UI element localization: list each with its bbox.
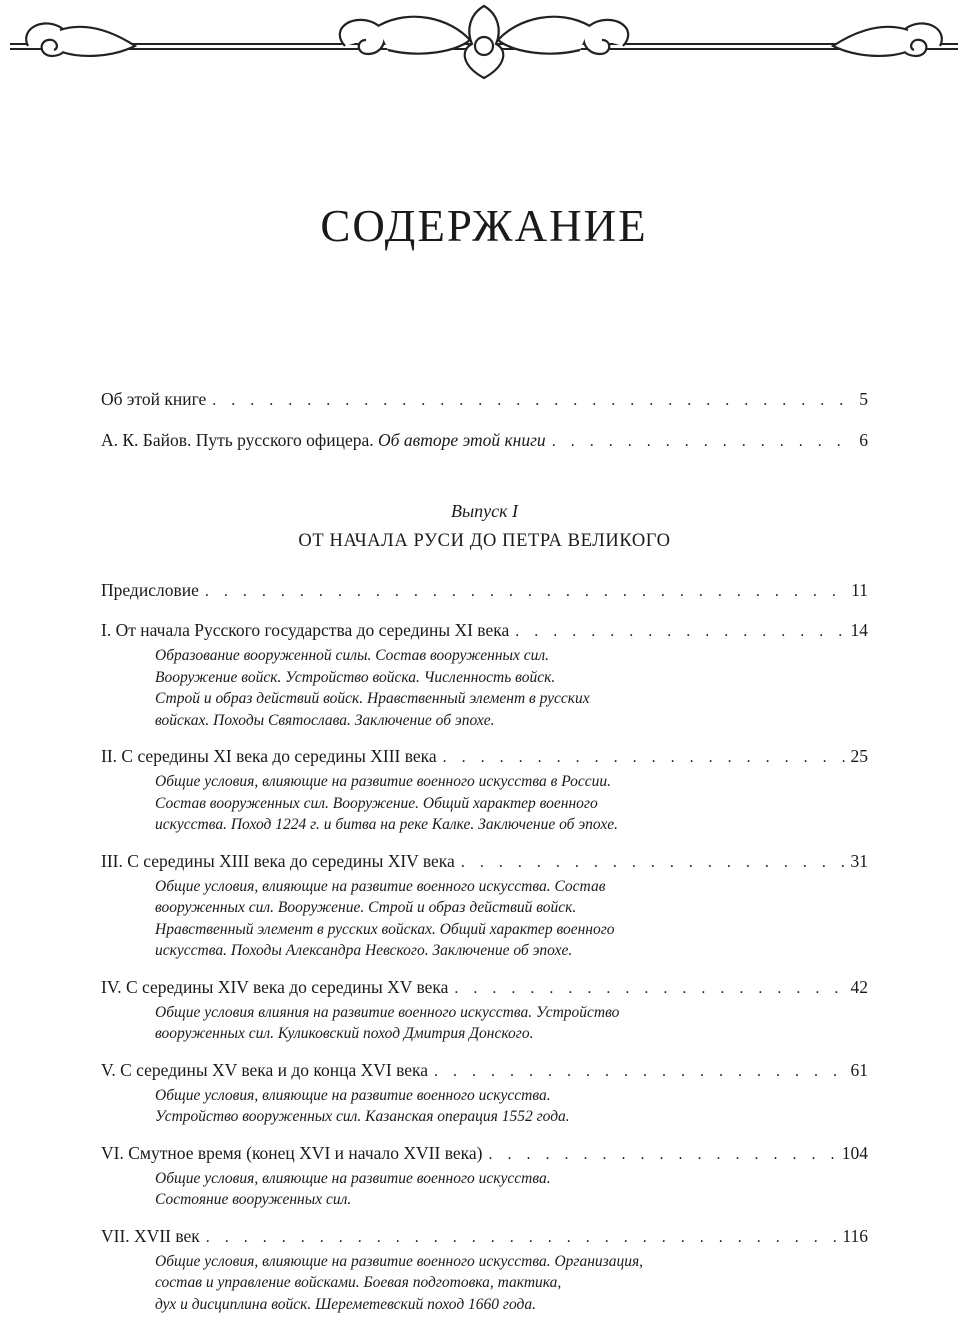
toc-entry-preface[interactable]: [101, 579, 868, 603]
description-line: войсках. Походы Святослава. Заключение об эпохе.: [155, 711, 495, 729]
description-line: Вооружение войск. Устройство войска. Численность войск.: [155, 668, 556, 686]
chapter-description: [155, 771, 715, 836]
toc-entry-chapter[interactable]: [101, 619, 868, 643]
toc-page-number: 116: [842, 1225, 868, 1246]
toc-entry-label: III. С середины XIII века до середины XIV века: [101, 850, 455, 871]
toc-entry-chapter[interactable]: [101, 1059, 868, 1083]
leader-dots: [488, 1144, 837, 1166]
toc-page-number: 5: [859, 389, 868, 409]
toc-chapter: [101, 1059, 868, 1128]
toc-page-number: 6: [859, 430, 868, 450]
leader-dots: [434, 1061, 846, 1083]
description-line: Устройство вооруженных сил. Казанская операция 1552 года.: [155, 1108, 570, 1125]
leader-dots: [454, 978, 846, 1000]
toc-chapter: [101, 619, 868, 731]
leader-dots: [515, 621, 846, 643]
part-subtitle: Выпуск I: [450, 501, 519, 521]
toc-entry-label: Об этой книге: [101, 389, 207, 409]
description-line: Образование вооруженной силы. Состав вооруженных сил.: [155, 647, 550, 664]
toc-page-number: 11: [851, 580, 868, 600]
leader-dots: [443, 747, 847, 769]
toc-entry-label: Предисловие: [101, 580, 199, 600]
description-line: искусства. Походы Александра Невского. Заключение об эпохе.: [155, 942, 573, 959]
description-line: Общие условия, влияющие на развитие военного искусства.: [155, 1086, 551, 1104]
description-line: искусства. Поход 1224 г. и битва на реке Калке. Заключение об эпохе.: [155, 816, 618, 833]
description-line: Общие условия, влияющие на развитие военного искусства. Организация,: [155, 1252, 644, 1270]
chapter-description: [155, 1085, 715, 1128]
description-line: Общие условия, влияющие на развитие военного искусства.: [155, 1169, 551, 1187]
page-title: СОДЕРЖАНИЕ: [320, 201, 648, 251]
description-line: вооруженных сил. Вооружение. Строй и образ действий войск.: [155, 899, 577, 916]
toc-page-number: 104: [841, 1142, 868, 1163]
description-line: Общие условия, влияющие на развитие военного искусства в России.: [155, 773, 612, 790]
toc-page-number: 25: [850, 746, 868, 766]
chapter-description: [155, 1251, 715, 1316]
toc-page-number: 61: [850, 1059, 868, 1080]
toc-entry-label: VII. XVII век: [101, 1225, 200, 1246]
toc-entry-chapter[interactable]: [101, 1225, 868, 1249]
header-ornament: [0, 0, 968, 80]
scroll-ornament-icon: [0, 0, 968, 80]
toc-entry-chapter[interactable]: [101, 745, 868, 769]
toc-chapter: [101, 1225, 868, 1316]
leader-dots: [206, 1227, 839, 1249]
description-line: Нравственный элемент в русских войсках. Общий характер военного: [155, 920, 615, 938]
chapter-description: [155, 1168, 715, 1211]
part-title: ОТ НАЧАЛА РУСИ ДО ПЕТРА ВЕЛИКОГО: [298, 531, 671, 551]
toc-entry-label: V. С середины XV века и до конца XVI века: [101, 1059, 429, 1080]
toc-entry-label: IV. С середины XIV века до середины XV века: [101, 976, 449, 997]
toc-chapter: [101, 745, 868, 836]
chapter-list: [101, 619, 868, 1315]
chapter-description: [155, 1002, 715, 1045]
description-line: Общие условия, влияющие на развитие военного искусства. Состав: [155, 877, 606, 895]
toc-chapter: [101, 850, 868, 962]
toc-entry-chapter[interactable]: [101, 1142, 868, 1166]
description-line: состав и управление войсками. Боевая подготовка, тактика,: [155, 1274, 562, 1291]
toc-entry-chapter[interactable]: [101, 976, 868, 1000]
toc-page-number: 42: [850, 976, 868, 997]
toc-chapter: [101, 976, 868, 1045]
chapter-description: [155, 876, 715, 962]
leader-dots: [461, 852, 847, 874]
toc-page-number: 14: [850, 620, 868, 640]
description-line: вооруженных сил. Куликовский поход Дмитрия Донского.: [155, 1025, 534, 1042]
toc-entry-label: А. К. Байов. Путь русского офицера. Об авторе этой книги: [101, 430, 546, 450]
toc-chapter: [101, 1142, 868, 1211]
table-of-contents: [101, 388, 868, 1315]
description-line: Состав вооруженных сил. Вооружение. Общий характер военного: [155, 794, 598, 812]
toc-entry-label: II. С середины XI века до середины XIII века: [101, 746, 437, 766]
description-line: дух и дисциплина войск. Шереметевский поход 1660 года.: [155, 1295, 536, 1313]
toc-entry-label: I. От начала Русского государства до середины XI века: [101, 620, 510, 640]
toc-entry-about-book[interactable]: [101, 388, 868, 412]
description-line: Строй и образ действий войск. Нравственный элемент в русских: [155, 690, 590, 707]
part-heading: [101, 499, 868, 553]
description-line: Общие условия влияния на развитие военного искусства. Устройство: [155, 1003, 620, 1021]
leader-dots: [212, 390, 855, 412]
leader-dots: [205, 581, 847, 603]
toc-page-number: 31: [850, 850, 868, 871]
toc-entry-chapter[interactable]: [101, 850, 868, 874]
chapter-description: [155, 645, 715, 731]
toc-entry-about-author[interactable]: [101, 429, 868, 453]
description-line: Состояние вооруженных сил.: [155, 1191, 352, 1208]
toc-entry-label: VI. Смутное время (конец XVI и начало XVII века): [101, 1142, 483, 1163]
leader-dots: [552, 431, 856, 453]
